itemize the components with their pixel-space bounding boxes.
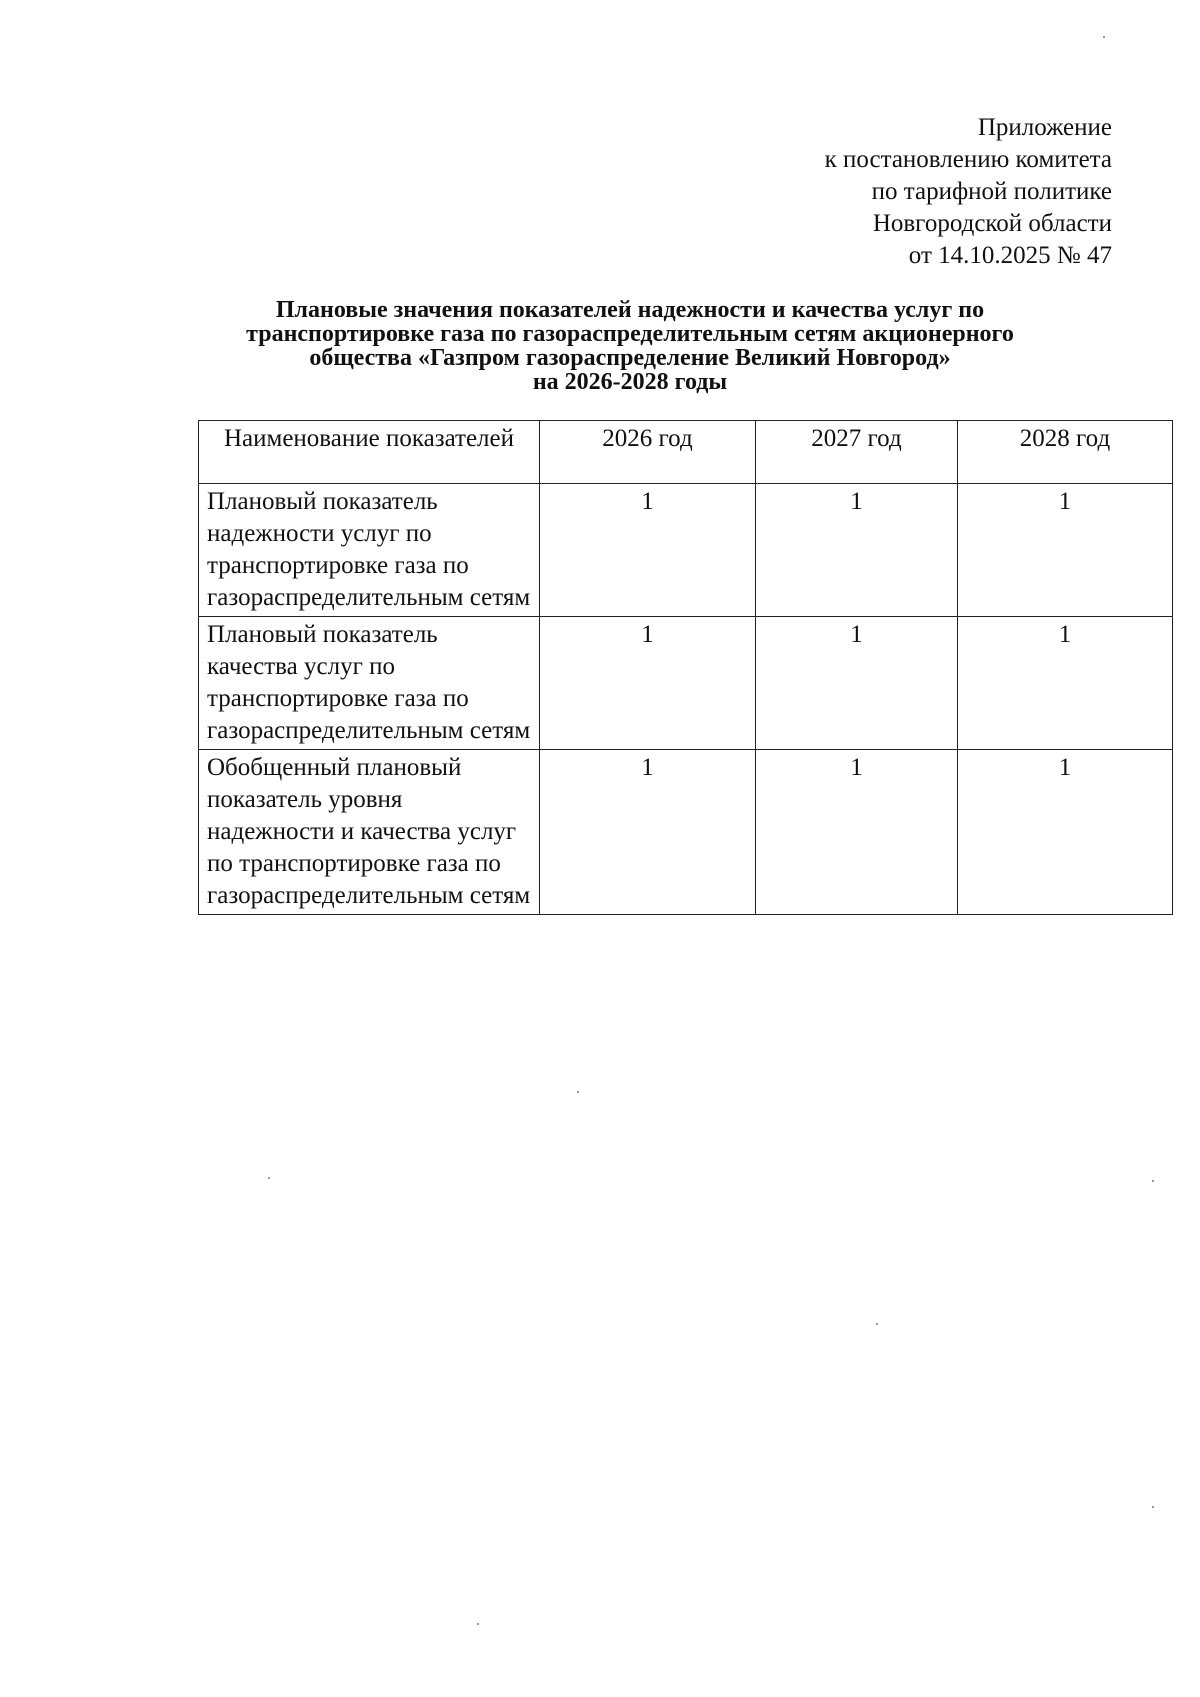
title-line: Плановые значения показателей надежности и качества услуг по	[275, 297, 985, 323]
table-header-row	[199, 421, 1173, 484]
table-row	[199, 484, 1173, 617]
header-year-2028: 2028 год	[958, 421, 1173, 484]
appendix-region-line: Новгородской области	[872, 210, 1112, 237]
appendix-block	[632, 112, 1112, 272]
value-2026: 1	[540, 484, 756, 617]
indicators-table	[198, 420, 1173, 915]
table-row	[199, 617, 1173, 750]
scan-speck	[577, 1091, 579, 1093]
header-year-2027: 2027 год	[756, 421, 958, 484]
value-2028: 1	[958, 750, 1173, 915]
header-indicator-name	[199, 421, 540, 484]
scan-speck	[1152, 1506, 1154, 1508]
title-line: на 2026-2028 годы	[532, 369, 728, 395]
appendix-committee-line: по тарифной политике	[871, 178, 1112, 205]
title-line: общества «Газпром газораспределение Великий Новгород»	[309, 345, 951, 371]
scan-speck	[1103, 36, 1105, 38]
appendix-label: Приложение	[977, 114, 1112, 141]
scan-speck	[268, 1177, 270, 1179]
indicator-name-cell: Обобщенный плановый показатель уровня надежности и качества услуг по транспортировке газа по газораспределительным сетям	[199, 750, 540, 915]
value-2028: 1	[958, 484, 1173, 617]
value-2026: 1	[540, 617, 756, 750]
scan-speck	[477, 1623, 479, 1625]
header-indicator-name-text: Наименование показателей	[223, 425, 515, 452]
indicator-name-cell: Плановый показатель надежности услуг по транспортировке газа по газораспределительным сетям	[199, 484, 540, 617]
scan-speck	[876, 1323, 878, 1325]
appendix-date-number: от 14.10.2025 № 47	[908, 242, 1112, 269]
indicator-name-cell: Плановый показатель качества услуг по транспортировке газа по газораспределительным сетям	[199, 617, 540, 750]
title-line: транспортировке газа по газораспределительным сетям акционерного	[246, 321, 1014, 347]
header-year-2026: 2026 год	[540, 421, 756, 484]
table-row	[199, 750, 1173, 915]
appendix-resolution-line: к постановлению комитета	[824, 146, 1112, 173]
value-2026: 1	[540, 750, 756, 915]
value-2028: 1	[958, 617, 1173, 750]
value-2027: 1	[756, 750, 958, 915]
value-2027: 1	[756, 484, 958, 617]
value-2027: 1	[756, 617, 958, 750]
document-title	[170, 298, 1090, 394]
scan-speck	[1152, 1180, 1154, 1182]
